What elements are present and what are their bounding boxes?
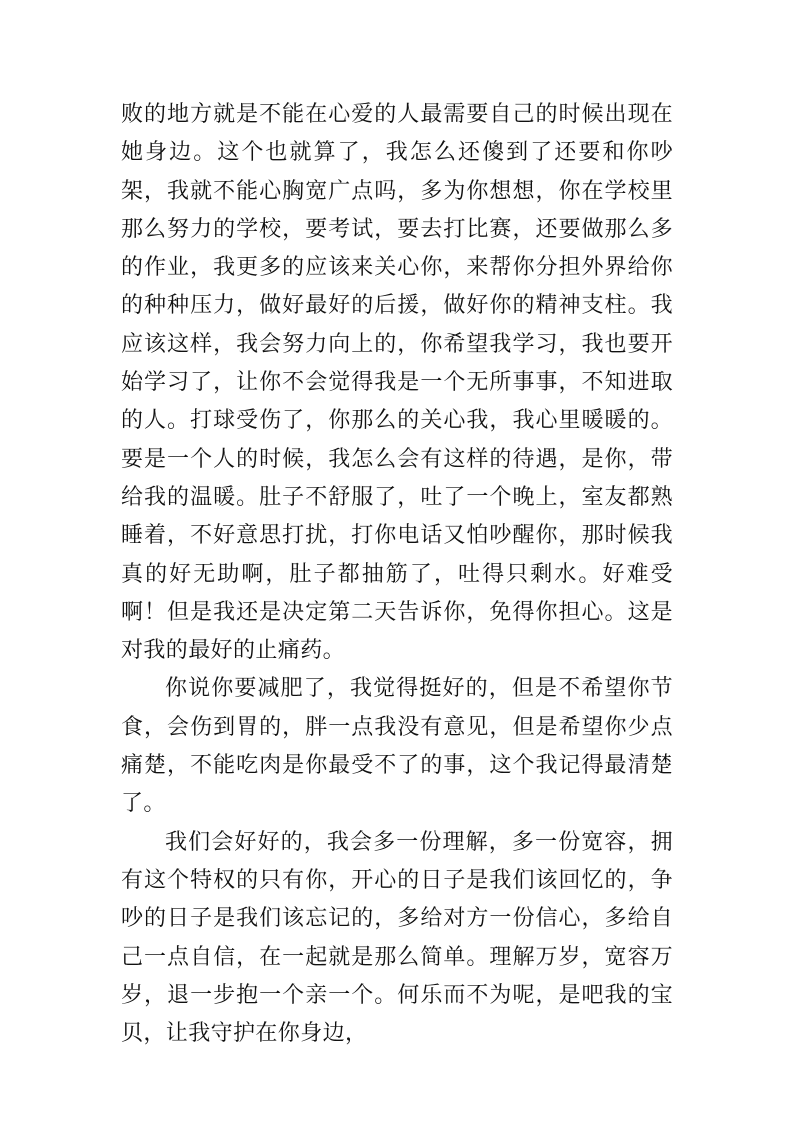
- paragraph-1: 败的地方就是不能在心爱的人最需要自己的时候出现在她身边。这个也就算了，我怎么还傻到了还要和你吵架，我就不能心胸宽广点吗，多为你想想，你在学校里那么努力的学校，要考试，要去打比赛，还要做那么多的作业，我更多的应该来关心你，来帮你分担外界给你的种种压力，做好最好的后援，做好你的精神支柱。我应该这样，我会努力向上的，你希望我学习，我也要开始学习了，让你不会觉得我是一个无所事事，不知进取的人。打球受伤了，你那么的关心我，我心里暖暖的。要是一个人的时候，我怎么会有这样的待遇，是你，带给我的温暖。肚子不舒服了，吐了一个晚上，室友都熟睡着，不好意思打扰，打你电话又怕吵醒你，那时候我真的好无助啊，肚子都抽筋了，吐得只剩水。好难受啊！但是我还是决定第二天告诉你，免得你担心。这是对我的最好的止痛药。: [121, 102, 673, 664]
- document-body: [121, 96, 673, 1053]
- paragraph-2: 你说你要减肥了，我觉得挺好的，但是不希望你节食，会伤到胃的，胖一点我没有意见，但是希望你少点痛楚，不能吃肉是你最受不了的事，这个我记得最清楚了。: [121, 676, 673, 817]
- paragraph-3: 我们会好好的，我会多一份理解，多一份宽容，拥有这个特权的只有你，开心的日子是我们该回忆的，争吵的日子是我们该忘记的，多给对方一份信心，多给自己一点自信，在一起就是那么简单。理解万岁，宽容万岁，退一步抱一个亲一个。何乐而不为呢，是吧我的宝贝，让我守护在你身边，: [121, 829, 673, 1047]
